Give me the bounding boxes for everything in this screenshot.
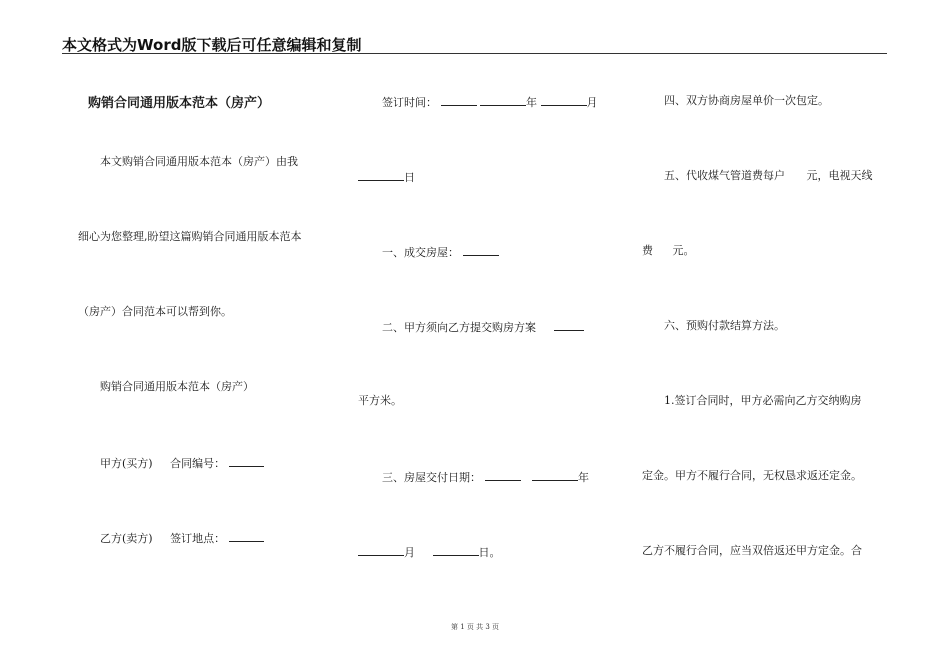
item-3-date-line [358, 544, 501, 560]
item-1-line [382, 244, 499, 260]
header-divider [62, 53, 887, 54]
payment-line-2: 定金。甲方不履行合同，无权恳求返还定金。 [642, 469, 862, 482]
item-3-day-label: 日。 [478, 546, 501, 559]
sign-time-line [382, 94, 598, 110]
item-3-line [382, 469, 589, 485]
intro-line-2: 细心为您整理,盼望这篇购销合同通用版本范本 [78, 230, 302, 243]
sign-month-label: 月 [586, 96, 598, 109]
sign-place-label: 签订地点： [170, 532, 226, 545]
sign-time-blank-2 [480, 94, 526, 106]
item-2-blank [554, 319, 584, 331]
sign-time-blank-1 [441, 94, 477, 106]
sign-place-blank [229, 530, 264, 542]
payment-line-3: 乙方不履行合同，应当双倍返还甲方定金。合 [642, 544, 862, 557]
page-number: 第 1 页 共 3 页 [450, 623, 500, 631]
sign-day-label: 日 [404, 171, 415, 184]
contract-number-label: 合同编号： [170, 457, 226, 470]
item-5-line [664, 169, 873, 183]
item-2-label: 二、甲方须向乙方提交购房方案 [382, 321, 536, 334]
party-a-line [100, 455, 264, 471]
item-1-label: 一、成交房屋： [382, 246, 459, 259]
item-5-text-b: 元，电视天线 [806, 169, 873, 182]
payment-line-1: 1.签订合同时，甲方必需向乙方交纳购房 [664, 394, 862, 407]
item-6-text: 六、预购付款结算方法。 [664, 319, 785, 332]
sign-time-label: 签订时间： [382, 96, 437, 109]
item-1-blank [463, 244, 499, 256]
item-5-text-a: 五、代收煤气管道费每户 [664, 169, 785, 182]
item-2-unit: 平方米。 [358, 394, 402, 407]
party-b-label: 乙方(卖方) [100, 532, 153, 545]
party-a-label: 甲方(买方) [100, 457, 153, 470]
contract-number-blank [229, 455, 264, 467]
item-4-text: 四、双方协商房屋单价一次包定。 [664, 94, 829, 107]
intro-line-1: 本文购销合同通用版本范本（房产）由我 [100, 155, 298, 168]
item-3-blank-1 [485, 469, 521, 481]
item-3-blank-4 [433, 544, 479, 556]
sign-year-label: 年 [526, 96, 537, 109]
item-3-blank-3 [358, 544, 404, 556]
item-3-blank-2 [532, 469, 578, 481]
item-2-line [382, 319, 584, 335]
sign-time-blank-3 [541, 94, 587, 106]
item-5-text-d: 元。 [672, 244, 695, 257]
item-3-month-label: 月 [404, 546, 415, 559]
sign-day-blank [358, 169, 404, 181]
item-5-cont-line [642, 244, 695, 258]
item-3-label: 三、房屋交付日期： [382, 471, 481, 484]
item-5-text-c: 费 [642, 244, 653, 257]
item-3-year-label: 年 [578, 471, 589, 484]
document-header-title: 本文格式为Word版下载后可任意编辑和复制 [62, 36, 362, 54]
document-title: 购销合同通用版本范本（房产） [88, 96, 271, 111]
party-b-line [100, 530, 264, 546]
contract-subtitle: 购销合同通用版本范本（房产） [100, 380, 254, 393]
intro-line-3: （房产）合同范本可以帮到你。 [78, 305, 232, 318]
sign-day-line [358, 169, 415, 185]
